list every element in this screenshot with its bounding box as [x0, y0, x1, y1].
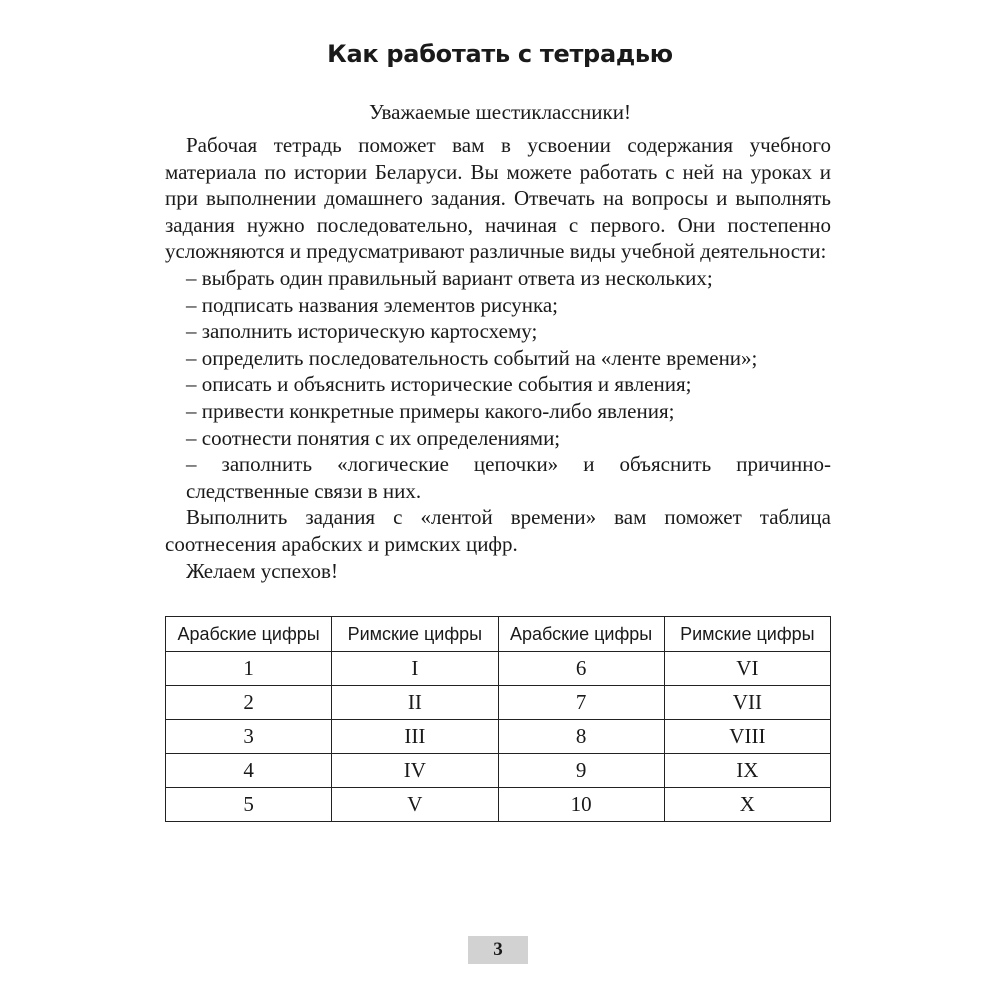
- list-item: – выбрать один правильный вариант ответа из нескольких;: [186, 265, 713, 290]
- table-cell: III: [332, 720, 498, 754]
- table-cell: 10: [498, 788, 664, 822]
- table-row: [166, 652, 831, 686]
- list-item: – заполнить «логические цепочки» и объяснить причинно-следственные связи в них.: [186, 452, 831, 503]
- list-item: – привести конкретные примеры какого-либо явления;: [186, 398, 675, 423]
- table-row: [166, 720, 831, 754]
- intro-paragraph: Рабочая тетрадь поможет вам в усвоении содержания учебного материала по истории Беларуси. Вы можете работать с ней на уроках и при выполнении домашнего задания. Отвечать на вопросы и выполнять задания нужно последовательно, начиная с первого. Они постепенно усложняются и предусматривают различные виды учебной деятельности:: [165, 133, 831, 264]
- table-cell: VIII: [664, 720, 830, 754]
- list-item: – подписать названия элементов рисунка;: [186, 292, 559, 317]
- table-cell: 6: [498, 652, 664, 686]
- table-cell: IV: [332, 754, 498, 788]
- table-cell: IX: [664, 754, 830, 788]
- table-header-row: [166, 617, 831, 652]
- table-cell: 9: [498, 754, 664, 788]
- numerals-table: [165, 616, 831, 822]
- greeting: Уважаемые шестиклассники!: [369, 100, 631, 124]
- header-arabic-2: Арабские цифры: [498, 617, 664, 652]
- table-cell: VI: [664, 652, 830, 686]
- table-cell: VII: [664, 686, 830, 720]
- table-cell: 3: [166, 720, 332, 754]
- page-number: 3: [468, 936, 528, 964]
- list-item: – заполнить историческую картосхему;: [186, 319, 538, 344]
- table-row: [166, 686, 831, 720]
- note-paragraph: Выполнить задания с «лентой времени» вам поможет таблица соотнесения арабских и римских цифр.: [165, 505, 831, 556]
- table-cell: 4: [166, 754, 332, 788]
- table-cell: 1: [166, 652, 332, 686]
- page-title: Как работать с тетрадью: [327, 40, 673, 68]
- table-cell: V: [332, 788, 498, 822]
- header-roman-1: Римские цифры: [332, 617, 498, 652]
- list-item: – описать и объяснить исторические события и явления;: [186, 372, 692, 397]
- list-item: – соотнести понятия с их определениями;: [186, 425, 561, 450]
- activities-list: [165, 265, 831, 504]
- table-cell: 8: [498, 720, 664, 754]
- table-cell: X: [664, 788, 830, 822]
- body-text: [165, 132, 831, 584]
- list-item: – определить последовательность событий на «ленте времени»;: [186, 345, 758, 370]
- table-cell: 7: [498, 686, 664, 720]
- closing-paragraph: Желаем успехов!: [186, 558, 338, 583]
- table-cell: 2: [166, 686, 332, 720]
- header-roman-2: Римские цифры: [664, 617, 830, 652]
- table-cell: II: [332, 686, 498, 720]
- table-row: [166, 788, 831, 822]
- table-row: [166, 754, 831, 788]
- table-cell: 5: [166, 788, 332, 822]
- header-arabic-1: Арабские цифры: [166, 617, 332, 652]
- table-cell: I: [332, 652, 498, 686]
